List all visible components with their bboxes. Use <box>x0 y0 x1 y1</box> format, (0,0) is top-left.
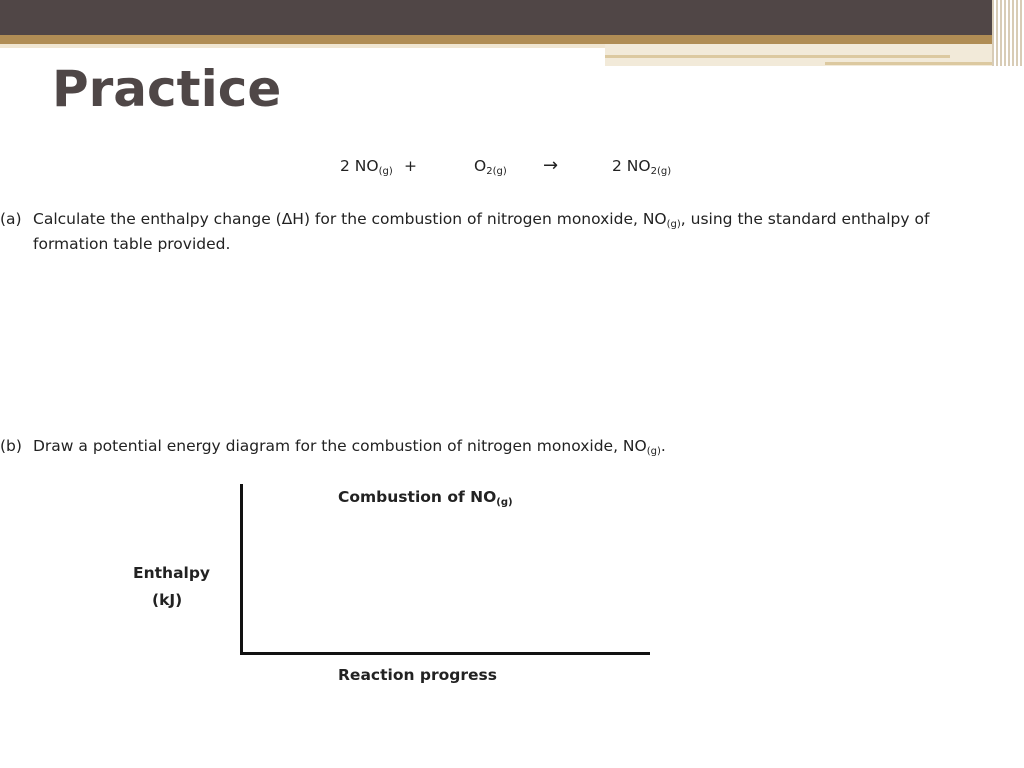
diagram-x-label: Reaction progress <box>338 666 497 684</box>
diagram-y-unit: (kJ) <box>152 591 183 609</box>
equation-product: 2 $NO_{2(g)}$ <box>612 157 672 177</box>
header-bar-gold <box>0 35 1024 44</box>
equation-reactant-2: $O_{2(g)}$ <box>474 157 507 177</box>
reaction-arrow-icon: → <box>543 155 559 176</box>
header-stripes <box>992 0 1024 66</box>
header-accent-line <box>0 44 605 48</box>
page-title: Practice <box>52 60 282 118</box>
question-b-label: (b) <box>0 437 22 455</box>
question-a-line-2: formation table provided. <box>33 235 231 253</box>
equation-reactant-1: 2 $NO_{(g)}$ <box>340 157 393 177</box>
header-right-line <box>605 55 950 58</box>
diagram-title: Combustion of $NO_{(g)}$ <box>338 488 513 508</box>
header-right-line-lower <box>825 62 1000 65</box>
diagram-x-axis <box>240 652 650 655</box>
equation-plus: + <box>404 157 417 175</box>
header-bar-dark <box>0 0 1024 35</box>
diagram-y-label: Enthalpy <box>133 564 211 582</box>
question-b-text: Draw a potential energy diagram for the combustion of nitrogen monoxide, $NO_{(g)}$. <box>33 437 666 457</box>
diagram-y-axis <box>240 484 243 655</box>
question-a-line-1: Calculate the enthalpy change (ΔH) for the combustion of nitrogen monoxide, $NO_{(g)}$, using the standard enthalpy of <box>33 210 930 230</box>
question-a-label: (a) <box>0 210 22 228</box>
